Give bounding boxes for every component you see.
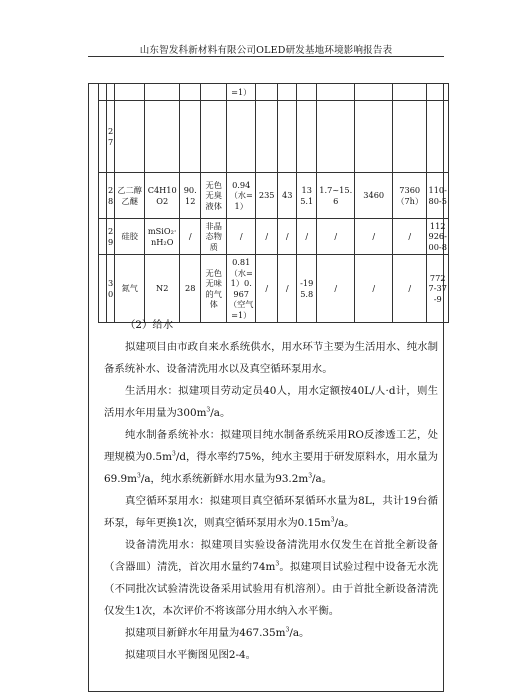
table-row (99, 173, 449, 219)
bp-cell: / (297, 219, 317, 255)
table-row (99, 255, 449, 323)
lc50-cell: / (393, 219, 427, 255)
density-cell: =1） (227, 84, 256, 101)
density-cell: 0.94（水=1） (227, 173, 256, 219)
row-number: 2 9 (107, 219, 115, 255)
paragraph: 拟建项目新鲜水年用量为$467.35m^3/a$。 (125, 626, 310, 639)
appearance-cell: 无色无臭液体 (201, 173, 227, 219)
paragraph: 拟建项目由市政自来水系统供水，用水环节主要为生活用水、纯水制备系统补水、设备清洗用水以及真空循环泵用水。 (104, 341, 438, 375)
explosion-cell (317, 101, 355, 173)
paragraph: 真空循环泵用水：拟建项目真空循环泵循环水量为8L，共计19台循环泵，每年更换1次，则真空循环泵用水为$0.15m^3/a$。 (104, 495, 438, 529)
formula-cell: mSiO₂·nH₂O (145, 219, 180, 255)
density-cell: / (227, 219, 256, 255)
table-row (99, 219, 449, 255)
fp-cell: / (278, 219, 297, 255)
row-number: 2 7 (107, 101, 115, 173)
table-row (99, 101, 449, 173)
cas-cell: 110-80-5 (427, 173, 449, 219)
name-cell (115, 101, 145, 173)
lc50-cell (393, 101, 427, 173)
ld50-cell (355, 101, 393, 173)
appearance-cell (201, 101, 227, 173)
mp-cell: 235 (256, 173, 278, 219)
mw-cell: / (180, 219, 201, 255)
cas-cell: 7727-37-9 (427, 255, 449, 323)
bp-cell: 135.1 (297, 173, 317, 219)
paragraph: 拟建项目水平衡图见图2-4。 (125, 649, 257, 661)
name-cell: 硅胶 (115, 219, 145, 255)
mp-cell: / (256, 255, 278, 323)
mp-cell (256, 101, 278, 173)
row-number: 3 0 (107, 255, 115, 323)
density-cell (227, 101, 256, 173)
cas-cell (427, 101, 449, 173)
table-row (99, 84, 449, 101)
mp-cell: / (256, 219, 278, 255)
bp-cell (297, 101, 317, 173)
page-header: 山东智发科新材料有限公司OLED研发基地环境影响报告表 (139, 45, 393, 56)
lc50-cell: 7360（7h） (393, 173, 427, 219)
formula-cell: N2 (145, 255, 180, 323)
density-cell: 0.81（水=1）0.967（空气=1） (227, 255, 256, 323)
mw-cell (180, 101, 201, 173)
appearance-cell: 非晶态物质 (201, 219, 227, 255)
section-heading: （2）给水 (125, 319, 174, 331)
chemical-properties-table (98, 83, 449, 323)
cas-cell: 112926-00-8 (427, 219, 449, 255)
fp-cell: / (278, 255, 297, 323)
fp-cell (278, 101, 297, 173)
explosion-cell: / (317, 219, 355, 255)
paragraph: 设备清洗用水：拟建项目实验设备清洗用水仅发生在首批全新设备（含器皿）清洗，首次用水量约$74m^3$。拟建项目试验过程中设备无水洗（不同批次试验清洗设备采用试验用有机溶剂）。由于首批全新设备清洗仅发生1次，本次评价不将该部分用水纳入水平衡。 (104, 539, 438, 617)
header-rule (88, 56, 444, 57)
name-cell: 乙二醇乙醚 (115, 173, 145, 219)
name-cell: 氮气 (115, 255, 145, 323)
water-supply-section (104, 314, 438, 666)
explosion-cell: / (317, 255, 355, 323)
ld50-cell: / (355, 255, 393, 323)
paragraph: 生活用水：拟建项目劳动定员40人，用水定额按40L/人·d计，则生活用水年用量为$300m^3/a$。 (104, 385, 438, 419)
formula-cell (145, 101, 180, 173)
ld50-cell: 3460 (355, 173, 393, 219)
bp-cell: -195.8 (297, 255, 317, 323)
mw-cell: 90.12 (180, 173, 201, 219)
appearance-cell: 无色无味的气体 (201, 255, 227, 323)
row-number: 2 8 (107, 173, 115, 219)
paragraph: 纯水制备系统补水：拟建项目纯水制备系统采用RO反渗透工艺，处理规模为$0.5m^3/d$，得水率约75%，纯水主要用于研发原料水，用水量为$69.9m^3/a$，纯水系统新鲜水用水量为$93.2m^3/a$。 (104, 429, 438, 485)
fp-cell: 43 (278, 173, 297, 219)
explosion-cell: 1.7~15.6 (317, 173, 355, 219)
formula-cell: C4H10O2 (145, 173, 180, 219)
lc50-cell: / (393, 255, 427, 323)
mw-cell: 28 (180, 255, 201, 323)
ld50-cell: / (355, 219, 393, 255)
